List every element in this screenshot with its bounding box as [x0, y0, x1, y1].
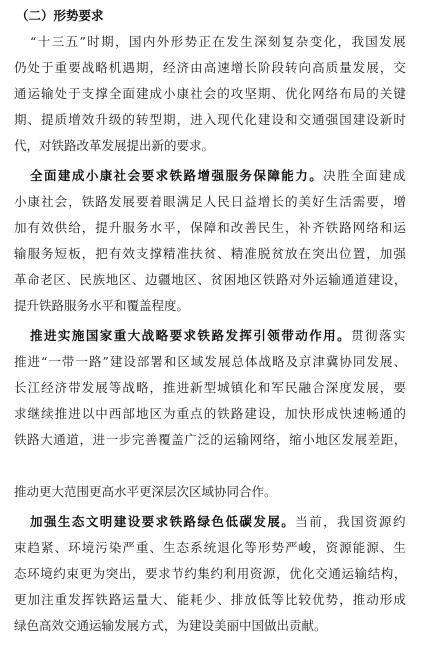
body-text: 输服务短板，把有效支撑精准扶贫、精准脱贫放在突出位置，加强: [14, 246, 407, 261]
text-line: [0, 218, 421, 238]
body-text: 决胜全面建成: [323, 168, 407, 183]
body-text: 贯彻落实: [351, 328, 407, 343]
body-text: 仍处于重要战略机遇期，经济由高速增长阶段转向高质量发展，交: [14, 60, 407, 75]
text-line: [0, 590, 421, 610]
body-text: 代，对铁路改革发展提出新的要求。: [14, 138, 215, 153]
text-line: [0, 58, 421, 78]
body-text: “十三五”时期，国内外形势正在发生深刻复杂变化，我国发展: [30, 34, 407, 49]
text-line: [0, 296, 421, 316]
text-line: [0, 244, 421, 264]
body-text: 推进“一带一路”建设部署和区域发展总体战略及京津冀协同发展、: [14, 354, 408, 369]
text-line: [0, 430, 421, 450]
text-line: [0, 378, 421, 398]
text-line: [0, 192, 421, 212]
bold-lead-sentence: 全面建成小康社会要求铁路增强服务保障能力。: [30, 168, 324, 183]
body-text: 当前，我国资源约: [295, 514, 407, 529]
body-text: 求继续推进以中西部地区为重点的铁路建设，加快形成快速畅通的: [14, 406, 407, 421]
body-text: 推动更大范围更高水平更深层次区域协同合作。: [14, 484, 277, 499]
body-text: 更加注重发挥铁路运量大、能耗少、排放低等比较优势，推动形成: [14, 592, 407, 607]
body-text: 束趋紧、环境污染严重、生态系统退化等形势严峻，资源能源、生: [14, 540, 407, 555]
bold-lead-sentence: （二）形势要求: [16, 8, 104, 23]
body-text: 长江经济带发展等战略，推进新型城镇化和军民融合深度发展，要: [14, 380, 407, 395]
body-text: 绿色高效交通运输发展方式，为建设美丽中国做出贡献。: [14, 618, 327, 633]
body-text: 革命老区、民族地区、边疆地区、贫困地区铁路对外运输通道建设，: [14, 272, 408, 287]
text-line: [0, 84, 421, 104]
text-line: [0, 166, 421, 186]
text-line: [0, 32, 421, 52]
body-text: 小康社会，铁路发展要着眼满足人民日益增长的美好生活需要，增: [14, 194, 407, 209]
section-heading: [0, 6, 421, 26]
bold-lead-sentence: 加强生态文明建设要求铁路绿色低碳发展。: [30, 514, 296, 529]
bold-lead-sentence: 推进实施国家重大战略要求铁路发挥引领带动作用。: [30, 328, 352, 343]
text-line: [0, 564, 421, 584]
text-line: [0, 404, 421, 424]
body-text: 通运输处于支撑全面建成小康社会的攻坚期、优化网络布局的关键: [14, 86, 407, 101]
text-line: [0, 352, 421, 372]
body-text: 铁路大通道，进一步完善覆盖广泛的运输网络，缩小地区发展差距，: [14, 432, 408, 447]
body-text: 期、提质增效升级的转型期，进入现代化建设和交通强国建设新时: [14, 112, 407, 127]
text-line: [0, 136, 421, 156]
text-line: [0, 538, 421, 558]
body-text: 提升铁路服务水平和覆盖程度。: [14, 298, 190, 313]
text-line: [0, 270, 421, 290]
body-text: 态环境约束更为突出，要求节约集约利用资源，优化交通运输结构，: [14, 566, 408, 581]
body-text: 加有效供给，提升服务水平，保障和改善民生，补齐铁路网络和运: [14, 220, 407, 235]
text-line: [0, 482, 421, 502]
text-line: [0, 326, 421, 346]
text-line: [0, 110, 421, 130]
text-line: [0, 512, 421, 532]
text-line: [0, 616, 421, 636]
